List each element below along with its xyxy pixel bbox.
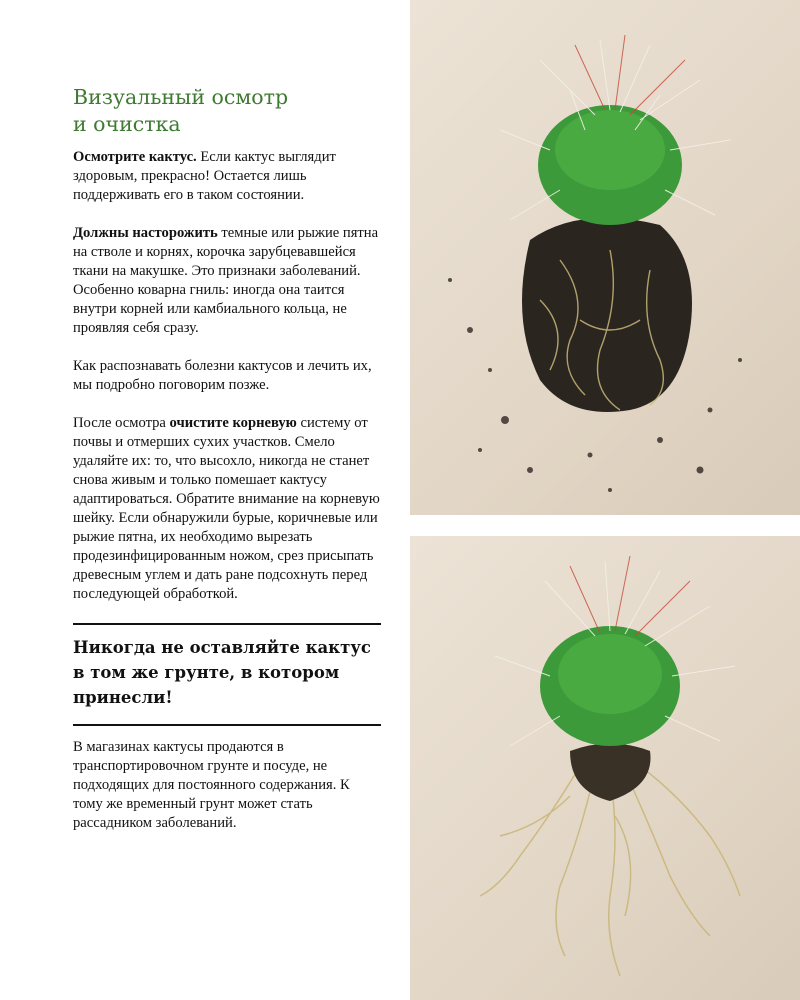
paragraph-shop-soil: В магазинах кактусы продаются в транспортировочном грунте и посуде, не подходящих для постоянного содержания. К тому же временный грунт может стать рассадником заболеваний.	[73, 739, 350, 831]
paragraph-inspect	[73, 148, 381, 205]
article-column	[73, 84, 381, 852]
lead-inspect: Осмотрите кактус.	[73, 149, 197, 165]
divider-top	[73, 623, 381, 625]
paragraph-diseases: Как распознавать болезни кактусов и лечить их, мы подробно поговорим позже.	[73, 358, 372, 393]
text-inspect: Если кактус выглядит здоровым, прекрасно! Остается лишь поддерживать его в таком состоянии.	[73, 149, 336, 203]
photo-cactus-with-soil	[410, 0, 800, 515]
text-cleaning-after: систему от почвы и отмерших сухих участков. Смело удаляйте их: то, что высохло, никогда не станет снова живым и только помешает кактусу адаптироваться. Обратите внимание на корневую шейку. Если обнаружили бурые, коричневые или рыжие пятна, их необходимо вырезать продезинфицированным ножом, срез присыпать древесным углем и дать ране подсохнуть перед последующей обработкой.	[73, 415, 380, 602]
text-cleaning-before: После осмотра	[73, 415, 170, 431]
divider-bottom	[73, 724, 381, 726]
lead-warning: Должны насторожить	[73, 225, 218, 241]
text-warning: темные или рыжие пятна на стволе и корнях, корочка зарубцевавшейся ткани на макушке. Это признаки заболеваний. Особенно коварна гниль: иногда она таится внутри корней или камбиального кольца, не проявляя себя сразу.	[73, 225, 379, 336]
cactus-roots-illustration	[410, 536, 800, 1000]
lead-cleaning: очистите корневую	[169, 415, 297, 431]
paragraph-cleaning	[73, 414, 381, 604]
section-heading: Визуальный осмотр и очистка	[73, 85, 289, 136]
paragraph-warning-signs	[73, 224, 381, 338]
callout-text: Никогда не оставляйте кактус в том же грунте, в котором принесли!	[73, 638, 371, 707]
cactus-soil-illustration	[410, 0, 800, 515]
photo-cactus-cleaned-roots	[410, 536, 800, 1000]
